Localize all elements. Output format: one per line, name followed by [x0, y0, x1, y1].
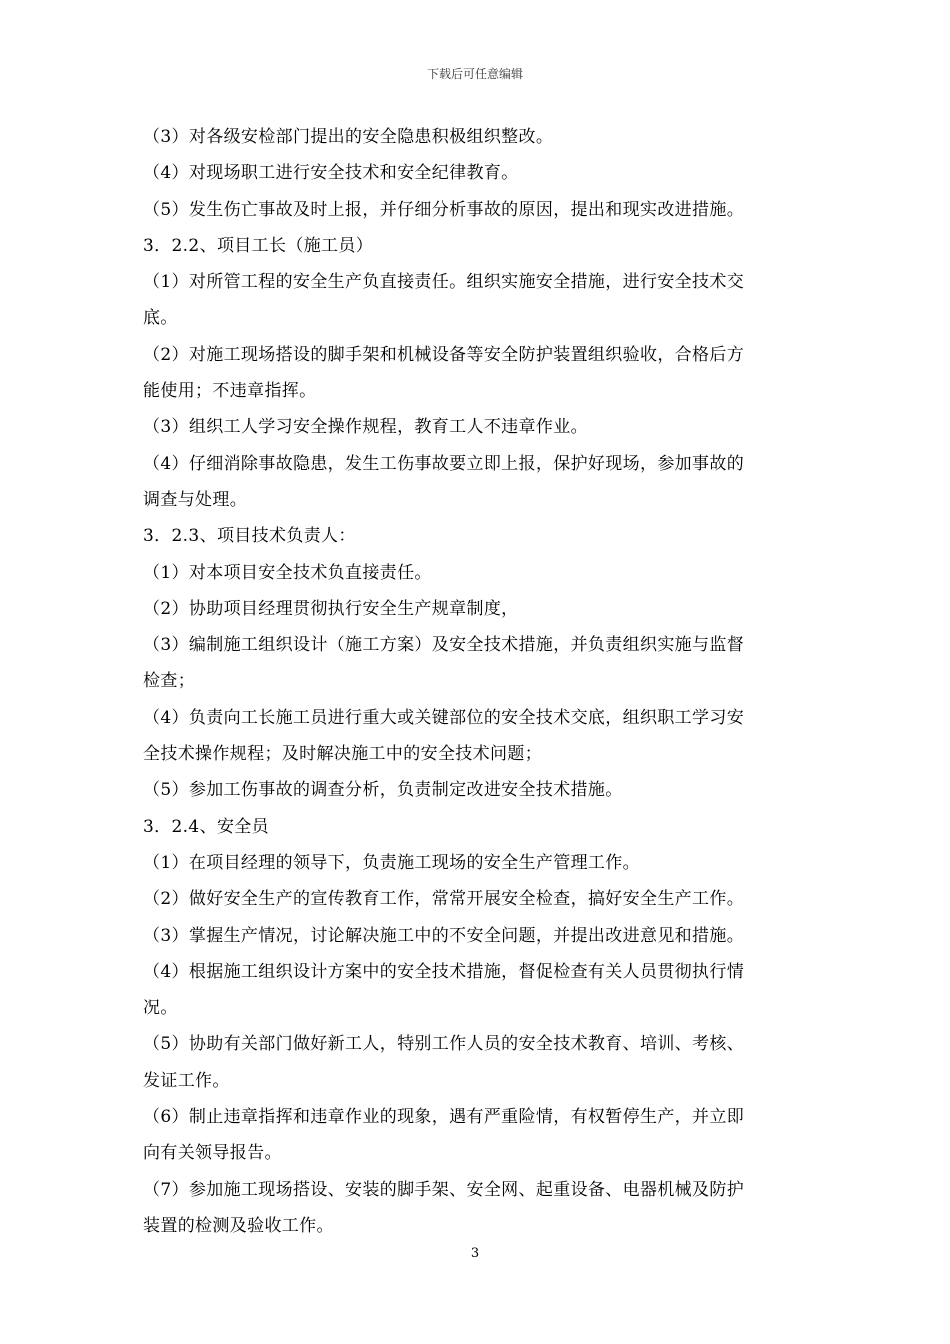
text-line: （6）制止违章指挥和违章作业的现象，遇有严重险情，有权暂停生产，并立即: [143, 1107, 745, 1128]
text-line: （2）做好安全生产的宣传教育工作，常常开展安全检查，搞好安全生产工作。: [143, 889, 745, 910]
text-line: （2）协助项目经理贯彻执行安全生产规章制度，: [143, 598, 519, 619]
section-heading: 3．2.2、项目工长（施工员）: [143, 235, 374, 256]
text-line: （4）根据施工组织设计方案中的安全技术措施，督促检查有关人员贯彻执行情: [143, 961, 745, 982]
page-header: 下载后可任意编辑: [426, 67, 523, 81]
text-line: 发证工作。: [143, 1070, 230, 1091]
section-heading: 3．2.3、项目技术负责人：: [143, 526, 356, 547]
text-line: （3）掌握生产情况，讨论解决施工中的不安全问题，并提出改进意见和措施。: [143, 925, 745, 946]
body-text: [143, 119, 813, 1244]
text-line: （3）对各级安检部门提出的安全隐患积极组织整改。: [143, 127, 554, 147]
text-line: 检查；: [143, 671, 196, 692]
text-line: （3）组织工人学习安全操作规程，教育工人不违章作业。: [143, 417, 588, 438]
page-number: 3: [470, 1246, 480, 1261]
text-line: （2）对施工现场搭设的脚手架和机械设备等安全防护装置组织验收，合格后方: [143, 344, 745, 365]
text-line: （4）负责向工长施工员进行重大或关键部位的安全技术交底，组织职工学习安: [143, 707, 745, 728]
text-line: 况。: [143, 998, 178, 1019]
text-line: （4）仔细消除事故隐患，发生工伤事故要立即上报，保护好现场，参加事故的: [143, 453, 745, 474]
text-line: （1）在项目经理的领导下，负责施工现场的安全生产管理工作。: [143, 852, 640, 873]
text-line: 向有关领导报告。: [143, 1143, 282, 1164]
text-line: （5）参加工伤事故的调查分析，负责制定改进安全技术措施。: [143, 780, 623, 801]
text-line: （7）参加施工现场搭设、安装的脚手架、安全网、起重设备、电器机械及防护: [143, 1179, 745, 1200]
text-line: （1）对所管工程的安全生产负直接责任。组织实施安全措施，进行安全技术交: [143, 272, 745, 293]
text-line: （3）编制施工组织设计（施工方案）及安全技术措施，并负责组织实施与监督: [143, 635, 745, 656]
text-line: （5）发生伤亡事故及时上报，并仔细分析事故的原因，提出和现实改进措施。: [143, 199, 745, 220]
text-line: （1）对本项目安全技术负直接责任。: [143, 562, 432, 583]
text-line: 全技术操作规程；及时解决施工中的安全技术问题；: [143, 744, 543, 765]
text-line: 装置的检测及验收工作。: [143, 1215, 334, 1236]
text-line: 能使用；不违章指挥。: [143, 381, 317, 402]
text-line: （5）协助有关部门做好新工人，特别工作人员的安全技术教育、培训、考核、: [143, 1034, 745, 1055]
text-line: 调查与处理。: [143, 489, 248, 510]
section-heading: 3．2.4、安全员: [143, 816, 270, 837]
text-line: 底。: [143, 308, 178, 329]
text-line: （4）对现场职工进行安全技术和安全纪律教育。: [143, 163, 519, 184]
